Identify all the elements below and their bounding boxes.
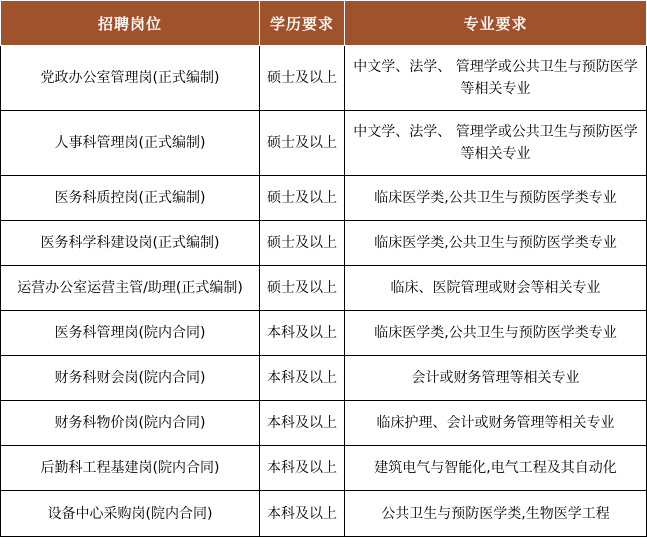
cell-education: 硕士及以上 [260,176,345,221]
table-row [1,446,647,491]
cell-major: 临床、医院管理或财会等相关专业 [345,266,647,311]
cell-position: 医务科质控岗(正式编制) [1,176,260,221]
cell-position: 设备中心采购岗(院内合同) [1,491,260,537]
cell-position: 后勤科工程基建岗(院内合同) [1,446,260,491]
cell-major: 公共卫生与预防医学类,生物医学工程 [345,491,647,537]
table-row [1,266,647,311]
cell-education: 本科及以上 [260,401,345,446]
cell-position: 财务科物价岗(院内合同) [1,401,260,446]
cell-major: 临床护理、会计或财务管理等相关专业 [345,401,647,446]
cell-position: 医务科管理岗(院内合同) [1,311,260,356]
cell-major: 中文学、法学、 管理学或公共卫生与预防医学等相关专业 [345,46,647,111]
table-body [1,46,647,537]
cell-position: 财务科财会岗(院内合同) [1,356,260,401]
header-row [1,1,647,46]
header-education: 学历要求 [260,1,345,46]
cell-major: 会计或财务管理等相关专业 [345,356,647,401]
table-row [1,111,647,176]
table-row [1,311,647,356]
cell-education: 硕士及以上 [260,221,345,266]
header-major: 专业要求 [345,1,647,46]
cell-education: 硕士及以上 [260,46,345,111]
cell-major: 临床医学类,公共卫生与预防医学类专业 [345,311,647,356]
table-row [1,491,647,537]
cell-education: 硕士及以上 [260,266,345,311]
table-row [1,176,647,221]
cell-major: 中文学、法学、 管理学或公共卫生与预防医学等相关专业 [345,111,647,176]
cell-position: 医务科学科建设岗(正式编制) [1,221,260,266]
cell-major: 临床医学类,公共卫生与预防医学类专业 [345,221,647,266]
table-row [1,401,647,446]
cell-education: 本科及以上 [260,446,345,491]
cell-position: 党政办公室管理岗(正式编制) [1,46,260,111]
cell-position: 人事科管理岗(正式编制) [1,111,260,176]
table-row [1,221,647,266]
cell-education: 本科及以上 [260,491,345,537]
cell-education: 本科及以上 [260,311,345,356]
table-row [1,46,647,111]
table-header [1,1,647,46]
cell-position: 运营办公室运营主管/助理(正式编制) [1,266,260,311]
cell-education: 硕士及以上 [260,111,345,176]
cell-education: 本科及以上 [260,356,345,401]
cell-major: 临床医学类,公共卫生与预防医学类专业 [345,176,647,221]
table-row [1,356,647,401]
header-position: 招聘岗位 [1,1,260,46]
cell-major: 建筑电气与智能化,电气工程及其自动化 [345,446,647,491]
